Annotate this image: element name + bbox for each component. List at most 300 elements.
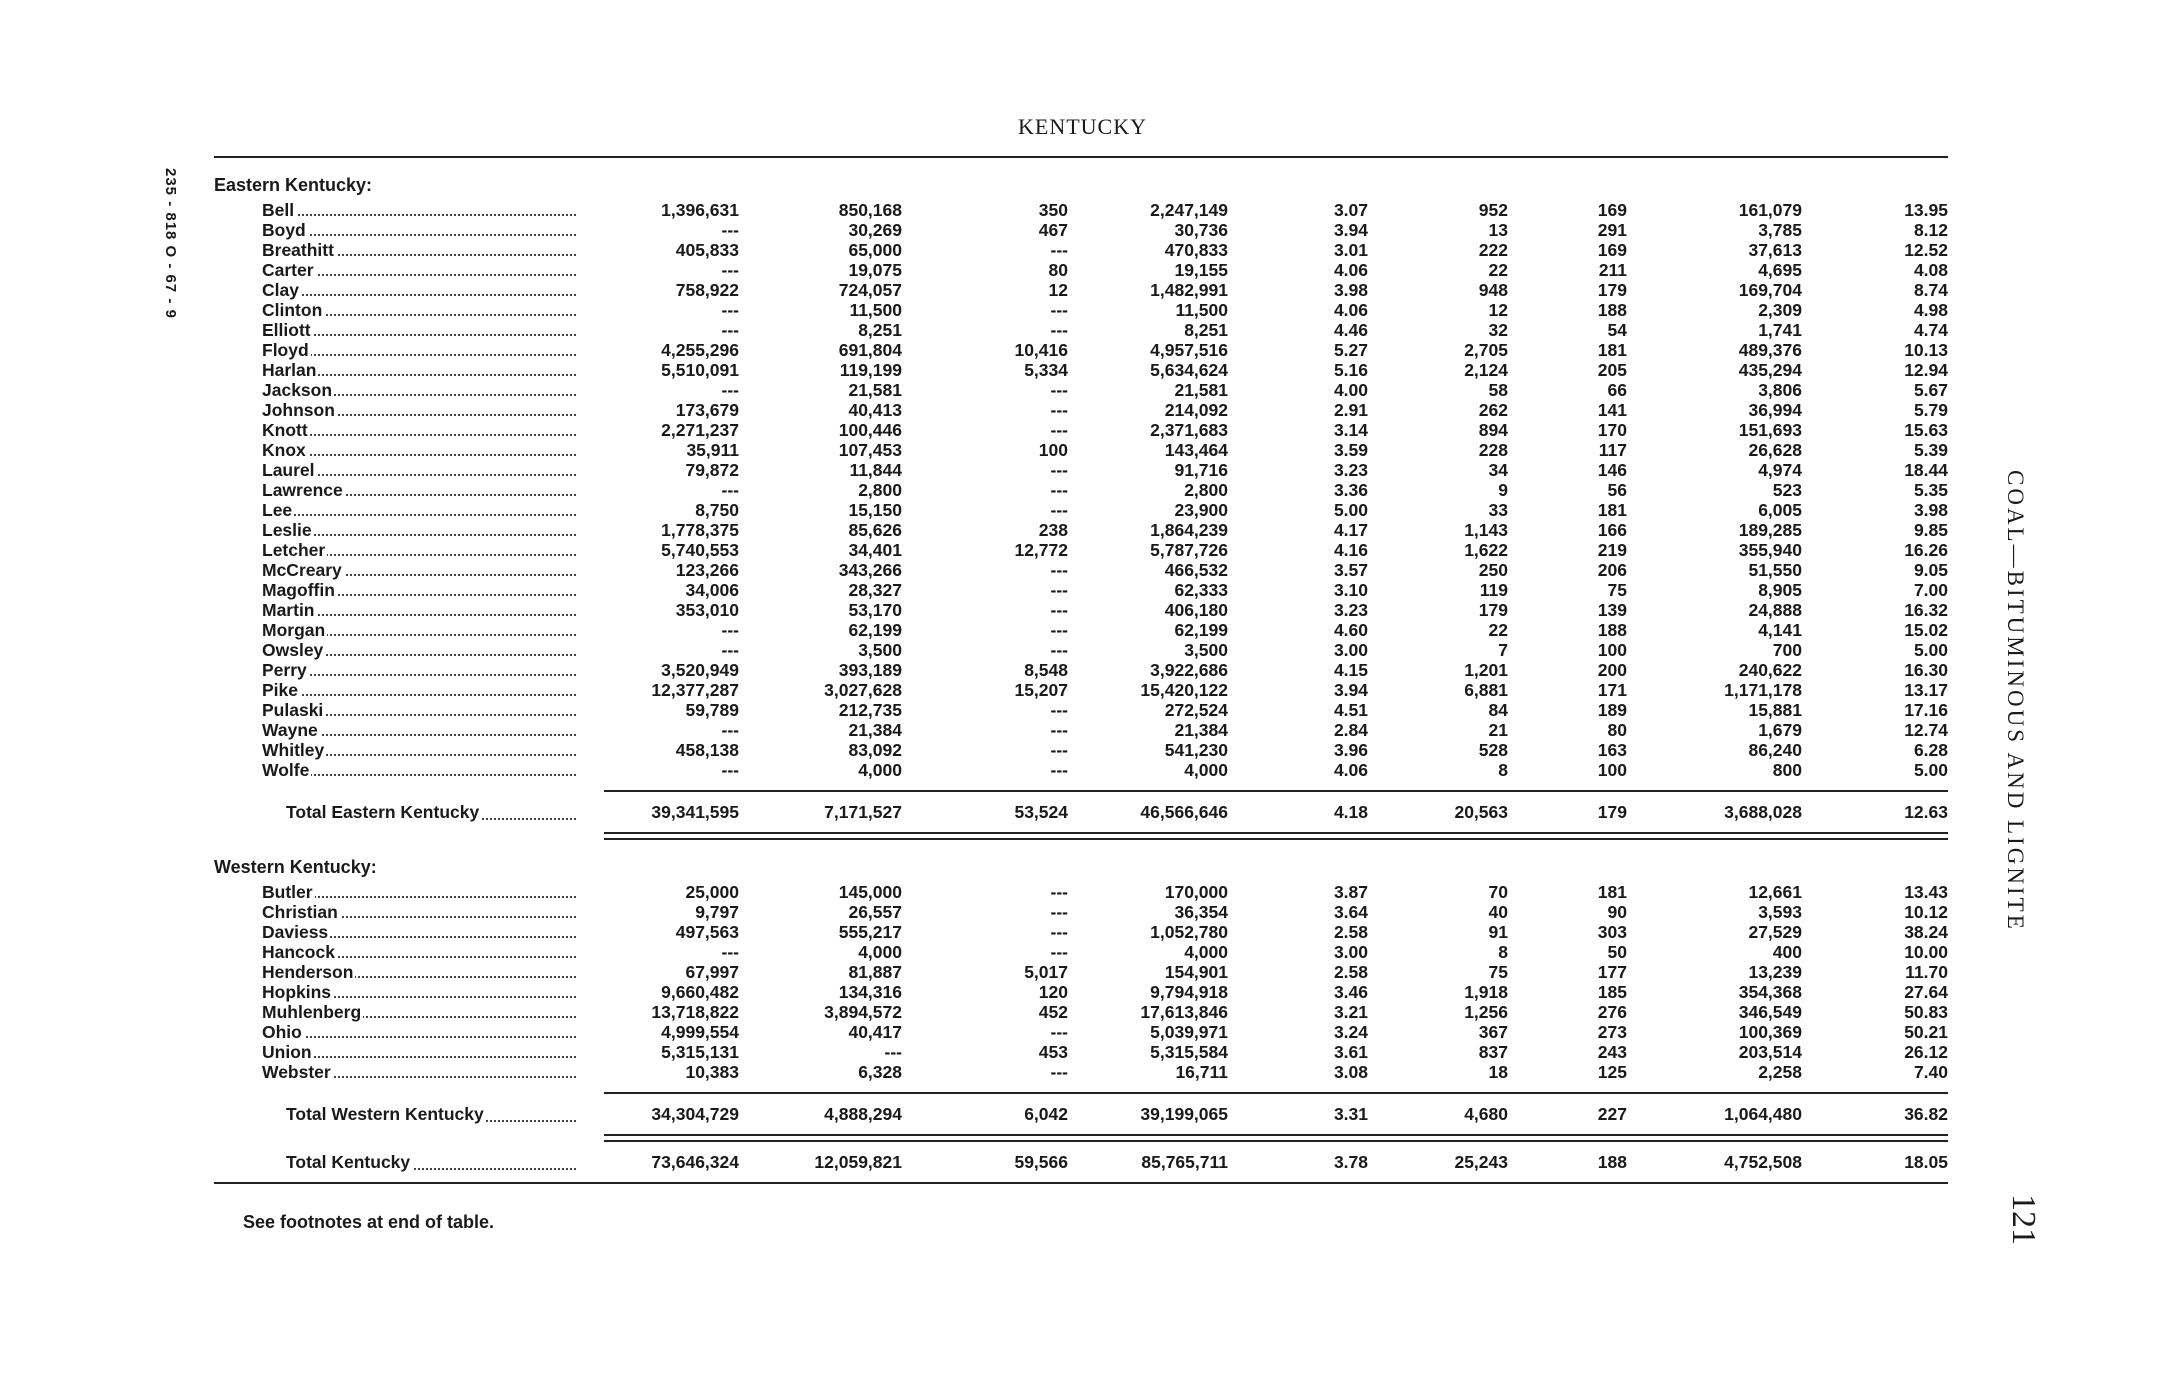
row-label: Pulaski xyxy=(262,700,324,720)
cell-auger: 10,416 xyxy=(1014,340,1068,360)
cell-underground: 5,740,553 xyxy=(661,540,739,560)
leader-dots xyxy=(262,454,576,456)
cell-strip: 40,417 xyxy=(848,1022,902,1042)
cell-underground: 25,000 xyxy=(685,882,739,902)
cell-men-employed: 1,622 xyxy=(1464,540,1508,560)
row-label-cell xyxy=(214,580,584,600)
cell-tons-per-man-day: 50.83 xyxy=(1904,1002,1948,1022)
cell-total-production: 1,864,239 xyxy=(1150,520,1228,540)
cell-days-worked: 181 xyxy=(1597,340,1627,360)
cell-men-employed: 84 xyxy=(1488,700,1508,720)
cell-avg-value: 3.36 xyxy=(1333,480,1368,500)
cell-man-days: 36,994 xyxy=(1748,400,1802,420)
cell-underground: --- xyxy=(721,300,739,320)
row-label: Butler xyxy=(262,882,313,902)
cell-underground: --- xyxy=(721,620,739,640)
row-label-cell xyxy=(214,882,584,902)
cell-man-days: 6,005 xyxy=(1758,500,1802,520)
cell-men-employed: 21 xyxy=(1488,720,1508,740)
cell-auger: --- xyxy=(1050,882,1068,902)
cell-total-production: 36,354 xyxy=(1174,902,1228,922)
cell-underground: 67,997 xyxy=(685,962,739,982)
cell-strip: 3,027,628 xyxy=(824,680,902,700)
cell-total-production: 272,524 xyxy=(1164,700,1228,720)
cell-man-days: 700 xyxy=(1772,640,1802,660)
cell-total-production: 143,464 xyxy=(1164,440,1228,460)
cell-tons-per-man-day: 10.00 xyxy=(1904,942,1948,962)
cell-men-employed: 75 xyxy=(1488,962,1508,982)
row-label: Carter xyxy=(262,260,314,280)
table-row xyxy=(214,882,1948,902)
row-label: Leslie xyxy=(262,520,312,540)
cell-total-production: 9,794,918 xyxy=(1150,982,1228,1002)
row-label-cell xyxy=(214,440,584,460)
cell-days-worked: 56 xyxy=(1607,480,1627,500)
cell-avg-value: 3.14 xyxy=(1333,420,1368,440)
cell-auger: --- xyxy=(1050,600,1068,620)
row-label-cell xyxy=(214,962,584,982)
cell-strip: 53,170 xyxy=(848,600,902,620)
row-label-cell xyxy=(214,982,584,1002)
cell-men-employed: 1,918 xyxy=(1464,982,1508,1002)
cell-men-employed: 948 xyxy=(1478,280,1508,300)
cell-days-worked: 169 xyxy=(1597,240,1627,260)
cell-tons-per-man-day: 15.02 xyxy=(1904,620,1948,640)
cell-strip: 119,199 xyxy=(839,360,902,380)
cell-underground: --- xyxy=(721,320,739,340)
cell-auger: 452 xyxy=(1038,1002,1068,1022)
cell-underground: 173,679 xyxy=(675,400,739,420)
cell-days-worked: 188 xyxy=(1597,300,1627,320)
row-label-cell xyxy=(214,280,584,300)
cell-tons-per-man-day: 5.67 xyxy=(1913,380,1948,400)
cell-days-worked: 188 xyxy=(1597,1152,1627,1172)
row-label-cell xyxy=(214,1094,584,1134)
cell-avg-value: 3.96 xyxy=(1333,740,1368,760)
cell-days-worked: 163 xyxy=(1597,740,1627,760)
cell-man-days: 8,905 xyxy=(1758,580,1802,600)
cell-underground: 79,872 xyxy=(685,460,739,480)
cell-men-employed: 58 xyxy=(1488,380,1508,400)
row-label-cell xyxy=(214,700,584,720)
table-row xyxy=(214,942,1948,962)
cell-total-production: 406,180 xyxy=(1164,600,1228,620)
cell-men-employed: 22 xyxy=(1488,620,1508,640)
cell-man-days: 161,079 xyxy=(1738,200,1802,220)
cell-tons-per-man-day: 10.13 xyxy=(1904,340,1948,360)
row-label: McCreary xyxy=(262,560,342,580)
table-row xyxy=(214,640,1948,660)
cell-men-employed: 8 xyxy=(1498,942,1508,962)
row-label: Morgan xyxy=(262,620,326,640)
cell-avg-value: 2.58 xyxy=(1333,962,1368,982)
row-label-cell xyxy=(214,300,584,320)
cell-total-production: 5,787,726 xyxy=(1150,540,1228,560)
cell-underground: --- xyxy=(721,942,739,962)
table-row xyxy=(214,740,1948,760)
cell-auger: --- xyxy=(1050,420,1068,440)
row-label-cell xyxy=(214,1022,584,1042)
cell-tons-per-man-day: 36.82 xyxy=(1904,1104,1948,1124)
cell-underground: 34,304,729 xyxy=(651,1104,739,1124)
cell-man-days: 189,285 xyxy=(1738,520,1802,540)
cell-underground: 39,341,595 xyxy=(651,802,739,822)
cell-auger: --- xyxy=(1050,760,1068,780)
table-row xyxy=(214,400,1948,420)
cell-men-employed: 228 xyxy=(1478,440,1508,460)
cell-total-production: 2,800 xyxy=(1184,480,1228,500)
row-label: Total Kentucky xyxy=(286,1152,411,1172)
cell-auger: 6,042 xyxy=(1024,1104,1068,1124)
cell-strip: 212,735 xyxy=(838,700,902,720)
cell-days-worked: 200 xyxy=(1597,660,1627,680)
cell-total-production: 541,230 xyxy=(1164,740,1228,760)
cell-total-production: 21,581 xyxy=(1174,380,1228,400)
cell-men-employed: 34 xyxy=(1488,460,1508,480)
cell-men-employed: 18 xyxy=(1488,1062,1508,1082)
cell-auger: 467 xyxy=(1038,220,1068,240)
cell-tons-per-man-day: 8.74 xyxy=(1913,280,1948,300)
row-label: Clinton xyxy=(262,300,323,320)
cell-man-days: 26,628 xyxy=(1748,440,1802,460)
cell-auger: --- xyxy=(1050,640,1068,660)
cell-tons-per-man-day: 12.74 xyxy=(1904,720,1948,740)
cell-man-days: 1,064,480 xyxy=(1724,1104,1802,1124)
cell-total-production: 214,092 xyxy=(1164,400,1228,420)
cell-men-employed: 40 xyxy=(1488,902,1508,922)
cell-men-employed: 2,705 xyxy=(1464,340,1508,360)
cell-underground: 758,922 xyxy=(675,280,739,300)
section-heading: Western Kentucky: xyxy=(214,857,377,877)
cell-tons-per-man-day: 13.17 xyxy=(1904,680,1948,700)
cell-tons-per-man-day: 8.12 xyxy=(1913,220,1948,240)
cell-men-employed: 6,881 xyxy=(1464,680,1508,700)
cell-days-worked: 185 xyxy=(1597,982,1627,1002)
table-row xyxy=(214,280,1948,300)
row-label-cell xyxy=(214,600,584,620)
cell-total-production: 62,199 xyxy=(1174,620,1228,640)
cell-tons-per-man-day: 16.26 xyxy=(1904,540,1948,560)
cell-avg-value: 4.51 xyxy=(1333,700,1368,720)
cell-total-production: 1,052,780 xyxy=(1150,922,1228,942)
cell-auger: 238 xyxy=(1038,520,1068,540)
row-label: Christian xyxy=(262,902,338,922)
cell-tons-per-man-day: 27.64 xyxy=(1904,982,1948,1002)
cell-avg-value: 2.58 xyxy=(1333,922,1368,942)
cell-underground: 1,396,631 xyxy=(661,200,739,220)
cell-avg-value: 3.59 xyxy=(1333,440,1368,460)
cell-auger: 59,566 xyxy=(1014,1152,1068,1172)
cell-men-employed: 952 xyxy=(1478,200,1508,220)
cell-avg-value: 3.94 xyxy=(1333,680,1368,700)
row-label-cell xyxy=(214,560,584,580)
cell-underground: 5,315,131 xyxy=(661,1042,739,1062)
cell-man-days: 523 xyxy=(1772,480,1802,500)
row-label-cell xyxy=(214,680,584,700)
cell-tons-per-man-day: 13.43 xyxy=(1904,882,1948,902)
cell-total-production: 19,155 xyxy=(1174,260,1228,280)
cell-underground: 9,797 xyxy=(695,902,739,922)
cell-avg-value: 4.16 xyxy=(1333,540,1368,560)
cell-strip: 65,000 xyxy=(848,240,902,260)
cell-man-days: 1,679 xyxy=(1758,720,1802,740)
cell-tons-per-man-day: 5.00 xyxy=(1913,760,1948,780)
cell-underground: 8,750 xyxy=(695,500,739,520)
row-label-cell xyxy=(214,620,584,640)
cell-auger: --- xyxy=(1050,560,1068,580)
cell-men-employed: 13 xyxy=(1488,220,1508,240)
cell-men-employed: 20,563 xyxy=(1454,802,1508,822)
table-row xyxy=(214,360,1948,380)
cell-tons-per-man-day: 9.85 xyxy=(1913,520,1948,540)
cell-auger: 5,017 xyxy=(1024,962,1068,982)
row-label: Knott xyxy=(262,420,308,440)
cell-men-employed: 32 xyxy=(1488,320,1508,340)
row-label-cell xyxy=(214,902,584,922)
row-label: Elliott xyxy=(262,320,311,340)
row-label: Wolfe xyxy=(262,760,310,780)
row-label: Total Eastern Kentucky xyxy=(286,802,480,822)
cell-strip: 15,150 xyxy=(848,500,902,520)
table-row xyxy=(214,982,1948,1002)
cell-total-production: 170,000 xyxy=(1164,882,1228,902)
cell-men-employed: 8 xyxy=(1498,760,1508,780)
cell-men-employed: 262 xyxy=(1478,400,1508,420)
section-heading: Eastern Kentucky: xyxy=(214,175,373,195)
cell-men-employed: 33 xyxy=(1488,500,1508,520)
subtotal-row xyxy=(214,1094,1948,1134)
cell-man-days: 169,704 xyxy=(1738,280,1802,300)
cell-strip: 100,446 xyxy=(838,420,902,440)
cell-strip: 107,453 xyxy=(838,440,902,460)
cell-strip: 85,626 xyxy=(848,520,902,540)
cell-underground: 73,646,324 xyxy=(651,1152,739,1172)
cell-strip: 21,581 xyxy=(848,380,902,400)
cell-auger: 453 xyxy=(1038,1042,1068,1062)
cell-avg-value: 4.06 xyxy=(1333,760,1368,780)
cell-total-production: 4,957,516 xyxy=(1150,340,1228,360)
cell-tons-per-man-day: 12.94 xyxy=(1904,360,1948,380)
cell-auger: 80 xyxy=(1048,260,1068,280)
row-label: Henderson xyxy=(262,962,354,982)
table-row xyxy=(214,520,1948,540)
cell-man-days: 2,258 xyxy=(1758,1062,1802,1082)
cell-avg-value: 3.08 xyxy=(1333,1062,1368,1082)
cell-days-worked: 179 xyxy=(1597,280,1627,300)
cell-auger: --- xyxy=(1050,700,1068,720)
row-label-cell xyxy=(214,792,584,832)
cell-man-days: 27,529 xyxy=(1748,922,1802,942)
row-label: Total Western Kentucky xyxy=(286,1104,484,1124)
cell-strip: 83,092 xyxy=(848,740,902,760)
cell-underground: --- xyxy=(721,720,739,740)
table-row xyxy=(214,700,1948,720)
cell-man-days: 4,695 xyxy=(1758,260,1802,280)
cell-underground: --- xyxy=(721,380,739,400)
cell-avg-value: 3.31 xyxy=(1333,1104,1368,1124)
table-row xyxy=(214,540,1948,560)
cell-strip: 4,888,294 xyxy=(824,1104,902,1124)
table-row xyxy=(214,200,1948,220)
row-label: Jackson xyxy=(262,380,333,400)
cell-men-employed: 2,124 xyxy=(1464,360,1508,380)
cell-avg-value: 4.06 xyxy=(1333,260,1368,280)
table-row xyxy=(214,902,1948,922)
cell-man-days: 354,368 xyxy=(1738,982,1802,1002)
row-label: Perry xyxy=(262,660,307,680)
cell-total-production: 15,420,122 xyxy=(1140,680,1228,700)
cell-strip: 145,000 xyxy=(838,882,902,902)
cell-avg-value: 4.60 xyxy=(1333,620,1368,640)
cell-total-production: 21,384 xyxy=(1174,720,1228,740)
cell-tons-per-man-day: 17.16 xyxy=(1904,700,1948,720)
cell-total-production: 39,199,065 xyxy=(1140,1104,1228,1124)
row-label: Harlan xyxy=(262,360,317,380)
double-rule xyxy=(604,832,1948,840)
cell-auger: --- xyxy=(1050,902,1068,922)
cell-men-employed: 179 xyxy=(1478,600,1508,620)
row-label: Muhlenberg xyxy=(262,1002,362,1022)
cell-man-days: 203,514 xyxy=(1738,1042,1802,1062)
cell-tons-per-man-day: 10.12 xyxy=(1904,902,1948,922)
cell-total-production: 5,634,624 xyxy=(1150,360,1228,380)
cell-strip: 3,894,572 xyxy=(824,1002,902,1022)
cell-strip: 28,327 xyxy=(848,580,902,600)
cell-days-worked: 100 xyxy=(1597,760,1627,780)
cell-man-days: 355,940 xyxy=(1738,540,1802,560)
leader-dots xyxy=(262,214,576,216)
table-row xyxy=(214,760,1948,780)
cell-strip: 7,171,527 xyxy=(824,802,902,822)
cell-underground: --- xyxy=(721,640,739,660)
cell-strip: 4,000 xyxy=(858,942,902,962)
cell-avg-value: 3.64 xyxy=(1333,902,1368,922)
cell-man-days: 100,369 xyxy=(1738,1022,1802,1042)
cell-auger: --- xyxy=(1050,400,1068,420)
cell-tons-per-man-day: 12.63 xyxy=(1904,802,1948,822)
cell-strip: 81,887 xyxy=(848,962,902,982)
cell-days-worked: 125 xyxy=(1597,1062,1627,1082)
cell-total-production: 46,566,646 xyxy=(1140,802,1228,822)
cell-man-days: 240,622 xyxy=(1738,660,1802,680)
cell-men-employed: 894 xyxy=(1478,420,1508,440)
page-title: KENTUCKY xyxy=(1018,114,1147,139)
cell-men-employed: 91 xyxy=(1488,922,1508,942)
cell-days-worked: 146 xyxy=(1597,460,1627,480)
cell-auger: 350 xyxy=(1038,200,1068,220)
cell-avg-value: 2.84 xyxy=(1333,720,1368,740)
cell-auger: --- xyxy=(1050,1062,1068,1082)
cell-days-worked: 170 xyxy=(1597,420,1627,440)
running-title: COAL—BITUMINOUS AND LIGNITE xyxy=(2003,470,2028,932)
cell-men-employed: 1,143 xyxy=(1464,520,1508,540)
cell-underground: 4,255,296 xyxy=(661,340,739,360)
table-row xyxy=(214,240,1948,260)
row-label-cell xyxy=(214,1142,584,1182)
leader-dots xyxy=(262,1036,576,1038)
cell-tons-per-man-day: 18.05 xyxy=(1904,1152,1948,1172)
cell-man-days: 3,688,028 xyxy=(1724,802,1802,822)
row-label: Wayne xyxy=(262,720,318,740)
cell-avg-value: 3.01 xyxy=(1333,240,1368,260)
row-label-cell xyxy=(214,660,584,680)
table-row xyxy=(214,680,1948,700)
cell-auger: --- xyxy=(1050,580,1068,600)
row-label-cell xyxy=(214,320,584,340)
cell-underground: 59,789 xyxy=(685,700,739,720)
cell-avg-value: 4.00 xyxy=(1333,380,1368,400)
row-label-cell xyxy=(214,500,584,520)
cell-underground: 353,010 xyxy=(675,600,739,620)
coal-production-table xyxy=(214,170,1948,1184)
cell-men-employed: 119 xyxy=(1479,580,1508,600)
cell-tons-per-man-day: 26.12 xyxy=(1904,1042,1948,1062)
cell-days-worked: 166 xyxy=(1597,520,1627,540)
cell-underground: --- xyxy=(721,760,739,780)
cell-total-production: 3,922,686 xyxy=(1150,660,1228,680)
cell-total-production: 30,736 xyxy=(1174,220,1228,240)
cell-days-worked: 54 xyxy=(1607,320,1627,340)
cell-avg-value: 4.17 xyxy=(1333,520,1368,540)
cell-avg-value: 3.87 xyxy=(1333,882,1368,902)
table-row xyxy=(214,300,1948,320)
table-row xyxy=(214,260,1948,280)
row-label: Whitley xyxy=(262,740,325,760)
table-row xyxy=(214,600,1948,620)
row-label-cell xyxy=(214,460,584,480)
leader-dots xyxy=(262,234,576,236)
cell-days-worked: 171 xyxy=(1597,680,1627,700)
cell-man-days: 3,785 xyxy=(1758,220,1802,240)
row-label: Owsley xyxy=(262,640,324,660)
cell-underground: 3,520,949 xyxy=(661,660,739,680)
row-label: Webster xyxy=(262,1062,331,1082)
cell-men-employed: 1,201 xyxy=(1464,660,1508,680)
cell-tons-per-man-day: 9.05 xyxy=(1913,560,1948,580)
cell-days-worked: 211 xyxy=(1598,260,1627,280)
cell-total-production: 23,900 xyxy=(1174,500,1228,520)
leader-dots xyxy=(262,694,576,696)
cell-auger: 15,207 xyxy=(1014,680,1068,700)
row-label: Hancock xyxy=(262,942,335,962)
row-label-cell xyxy=(214,1042,584,1062)
cell-men-employed: 250 xyxy=(1478,560,1508,580)
cell-days-worked: 206 xyxy=(1597,560,1627,580)
row-label-cell xyxy=(214,480,584,500)
row-label: Pike xyxy=(262,680,298,700)
cell-tons-per-man-day: 11.70 xyxy=(1905,962,1948,982)
cell-tons-per-man-day: 16.30 xyxy=(1904,660,1948,680)
row-label: Boyd xyxy=(262,220,306,240)
bottom-rule xyxy=(214,1182,1948,1184)
cell-strip: 691,804 xyxy=(838,340,902,360)
cell-total-production: 5,039,971 xyxy=(1150,1022,1228,1042)
cell-strip: 11,500 xyxy=(849,300,902,320)
cell-man-days: 15,881 xyxy=(1748,700,1802,720)
cell-strip: 555,217 xyxy=(838,922,902,942)
cell-underground: 2,271,237 xyxy=(661,420,739,440)
cell-auger: --- xyxy=(1050,480,1068,500)
row-label-cell xyxy=(214,260,584,280)
leader-dots xyxy=(262,674,576,676)
cell-avg-value: 3.00 xyxy=(1333,942,1368,962)
cell-strip: 850,168 xyxy=(838,200,902,220)
cell-strip: 2,800 xyxy=(858,480,902,500)
cell-underground: --- xyxy=(721,260,739,280)
cell-men-employed: 12 xyxy=(1488,300,1508,320)
cell-strip: 6,328 xyxy=(858,1062,902,1082)
cell-man-days: 346,549 xyxy=(1738,1002,1802,1022)
